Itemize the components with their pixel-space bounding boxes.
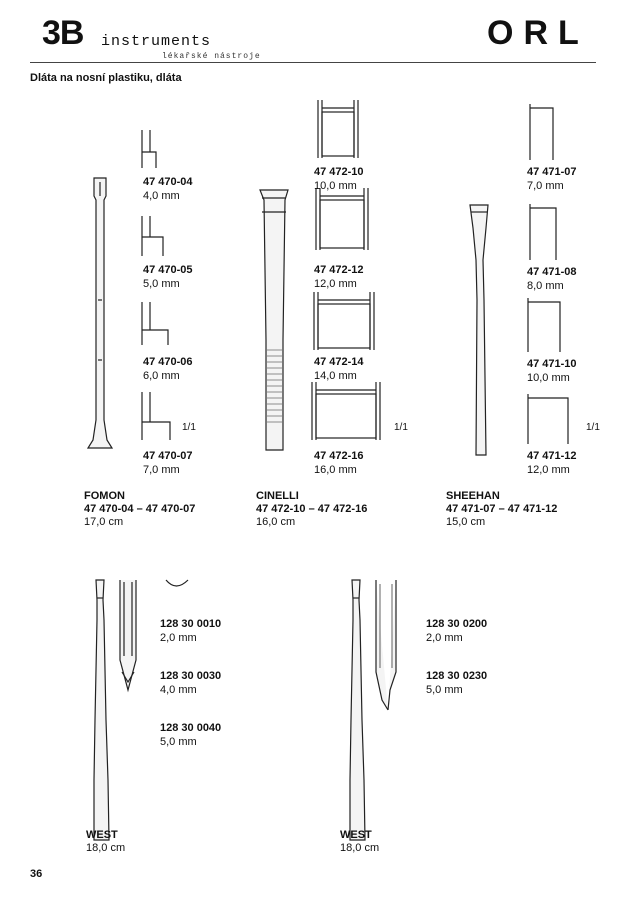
west1-code-0040: 128 30 0040 [160,722,222,734]
page-heading: Dláta na nosní plastiku, dláta [30,72,182,84]
fomon-tip-06 [142,302,168,345]
page-number: 36 [30,868,43,880]
section-title: ORL [487,14,589,52]
west2-length: 18,0 cm [340,842,380,854]
cinelli-size-16: 16,0 mm [314,464,357,476]
cinelli-size-12: 12,0 mm [314,278,357,290]
fomon-size-04: 4,0 mm [143,190,180,202]
fomon-code-05: 47 470-05 [143,264,193,276]
fomon-code-04: 47 470-04 [143,176,193,188]
fomon-name: FOMON [84,490,125,502]
sheehan-size-08: 8,0 mm [527,280,564,292]
fomon-tip-07 [142,392,170,440]
cinelli-size-14: 14,0 mm [314,370,357,382]
cinelli-tip-14 [314,292,374,350]
sheehan-code-12: 47 471-12 [527,450,577,462]
sheehan-code-10: 47 471-10 [527,358,577,370]
cinelli-tip-10 [318,100,358,158]
sheehan-name: SHEEHAN [446,490,500,502]
fomon-length: 17,0 cm [84,516,124,528]
sheehan-length: 15,0 cm [446,516,486,528]
sheehan-tip-12 [528,394,568,444]
sheehan-tip-10 [528,298,560,352]
west2-tip-detail [376,580,396,710]
west2-chisel-drawing [350,580,365,840]
west2-size-0200: 2,0 mm [426,632,463,644]
west1-chisel-drawing [94,580,109,840]
fomon-chisel-drawing [88,178,112,448]
west2-code-0230: 128 30 0230 [426,670,488,682]
fomon-scale: 1/1 [182,422,196,433]
brand-logo-word: instruments [101,33,212,50]
west1-code-0030: 128 30 0030 [160,670,222,682]
sheehan-chisel-drawing [470,205,488,455]
west1-length: 18,0 cm [86,842,126,854]
sheehan-tip-07 [530,104,553,160]
west1-size-0010: 2,0 mm [160,632,197,644]
brand-tagline: lékařské nástroje [162,52,261,61]
fomon-tip-04 [142,130,156,168]
cinelli-size-10: 10,0 mm [314,180,357,192]
fomon-size-06: 6,0 mm [143,370,180,382]
sheehan-size-10: 10,0 mm [527,372,570,384]
cinelli-length: 16,0 cm [256,516,296,528]
sheehan-size-07: 7,0 mm [527,180,564,192]
brand-logo-mark: 3B [42,14,84,52]
west1-size-0030: 4,0 mm [160,684,197,696]
fomon-size-05: 5,0 mm [143,278,180,290]
cinelli-tip-16 [312,382,380,440]
west1-tip-detail [120,580,136,690]
sheehan-tip-08 [530,204,556,260]
sheehan-range: 47 471-07 – 47 471-12 [446,503,558,515]
header-rule [30,62,596,63]
cinelli-code-12: 47 472-12 [314,264,364,276]
west2-name: WEST [340,829,372,841]
fomon-code-06: 47 470-06 [143,356,193,368]
cinelli-code-14: 47 472-14 [314,356,364,368]
fomon-size-07: 7,0 mm [143,464,180,476]
cinelli-range: 47 472-10 – 47 472-16 [256,503,368,515]
cinelli-code-10: 47 472-10 [314,166,364,178]
sheehan-code-08: 47 471-08 [527,266,577,278]
sheehan-code-07: 47 471-07 [527,166,577,178]
fomon-range: 47 470-04 – 47 470-07 [84,503,196,515]
west2-size-0230: 5,0 mm [426,684,463,696]
cinelli-chisel-drawing [260,190,288,450]
west1-code-0010: 128 30 0010 [160,618,222,630]
west1-tip-profile [166,580,188,586]
sheehan-size-12: 12,0 mm [527,464,570,476]
fomon-code-07: 47 470-07 [143,450,193,462]
sheehan-scale: 1/1 [586,422,600,433]
cinelli-scale: 1/1 [394,422,408,433]
west1-name: WEST [86,829,118,841]
cinelli-tip-12 [316,188,368,250]
cinelli-code-16: 47 472-16 [314,450,364,462]
west2-code-0200: 128 30 0200 [426,618,488,630]
fomon-tip-05 [142,216,163,256]
west1-size-0040: 5,0 mm [160,736,197,748]
cinelli-name: CINELLI [256,490,299,502]
